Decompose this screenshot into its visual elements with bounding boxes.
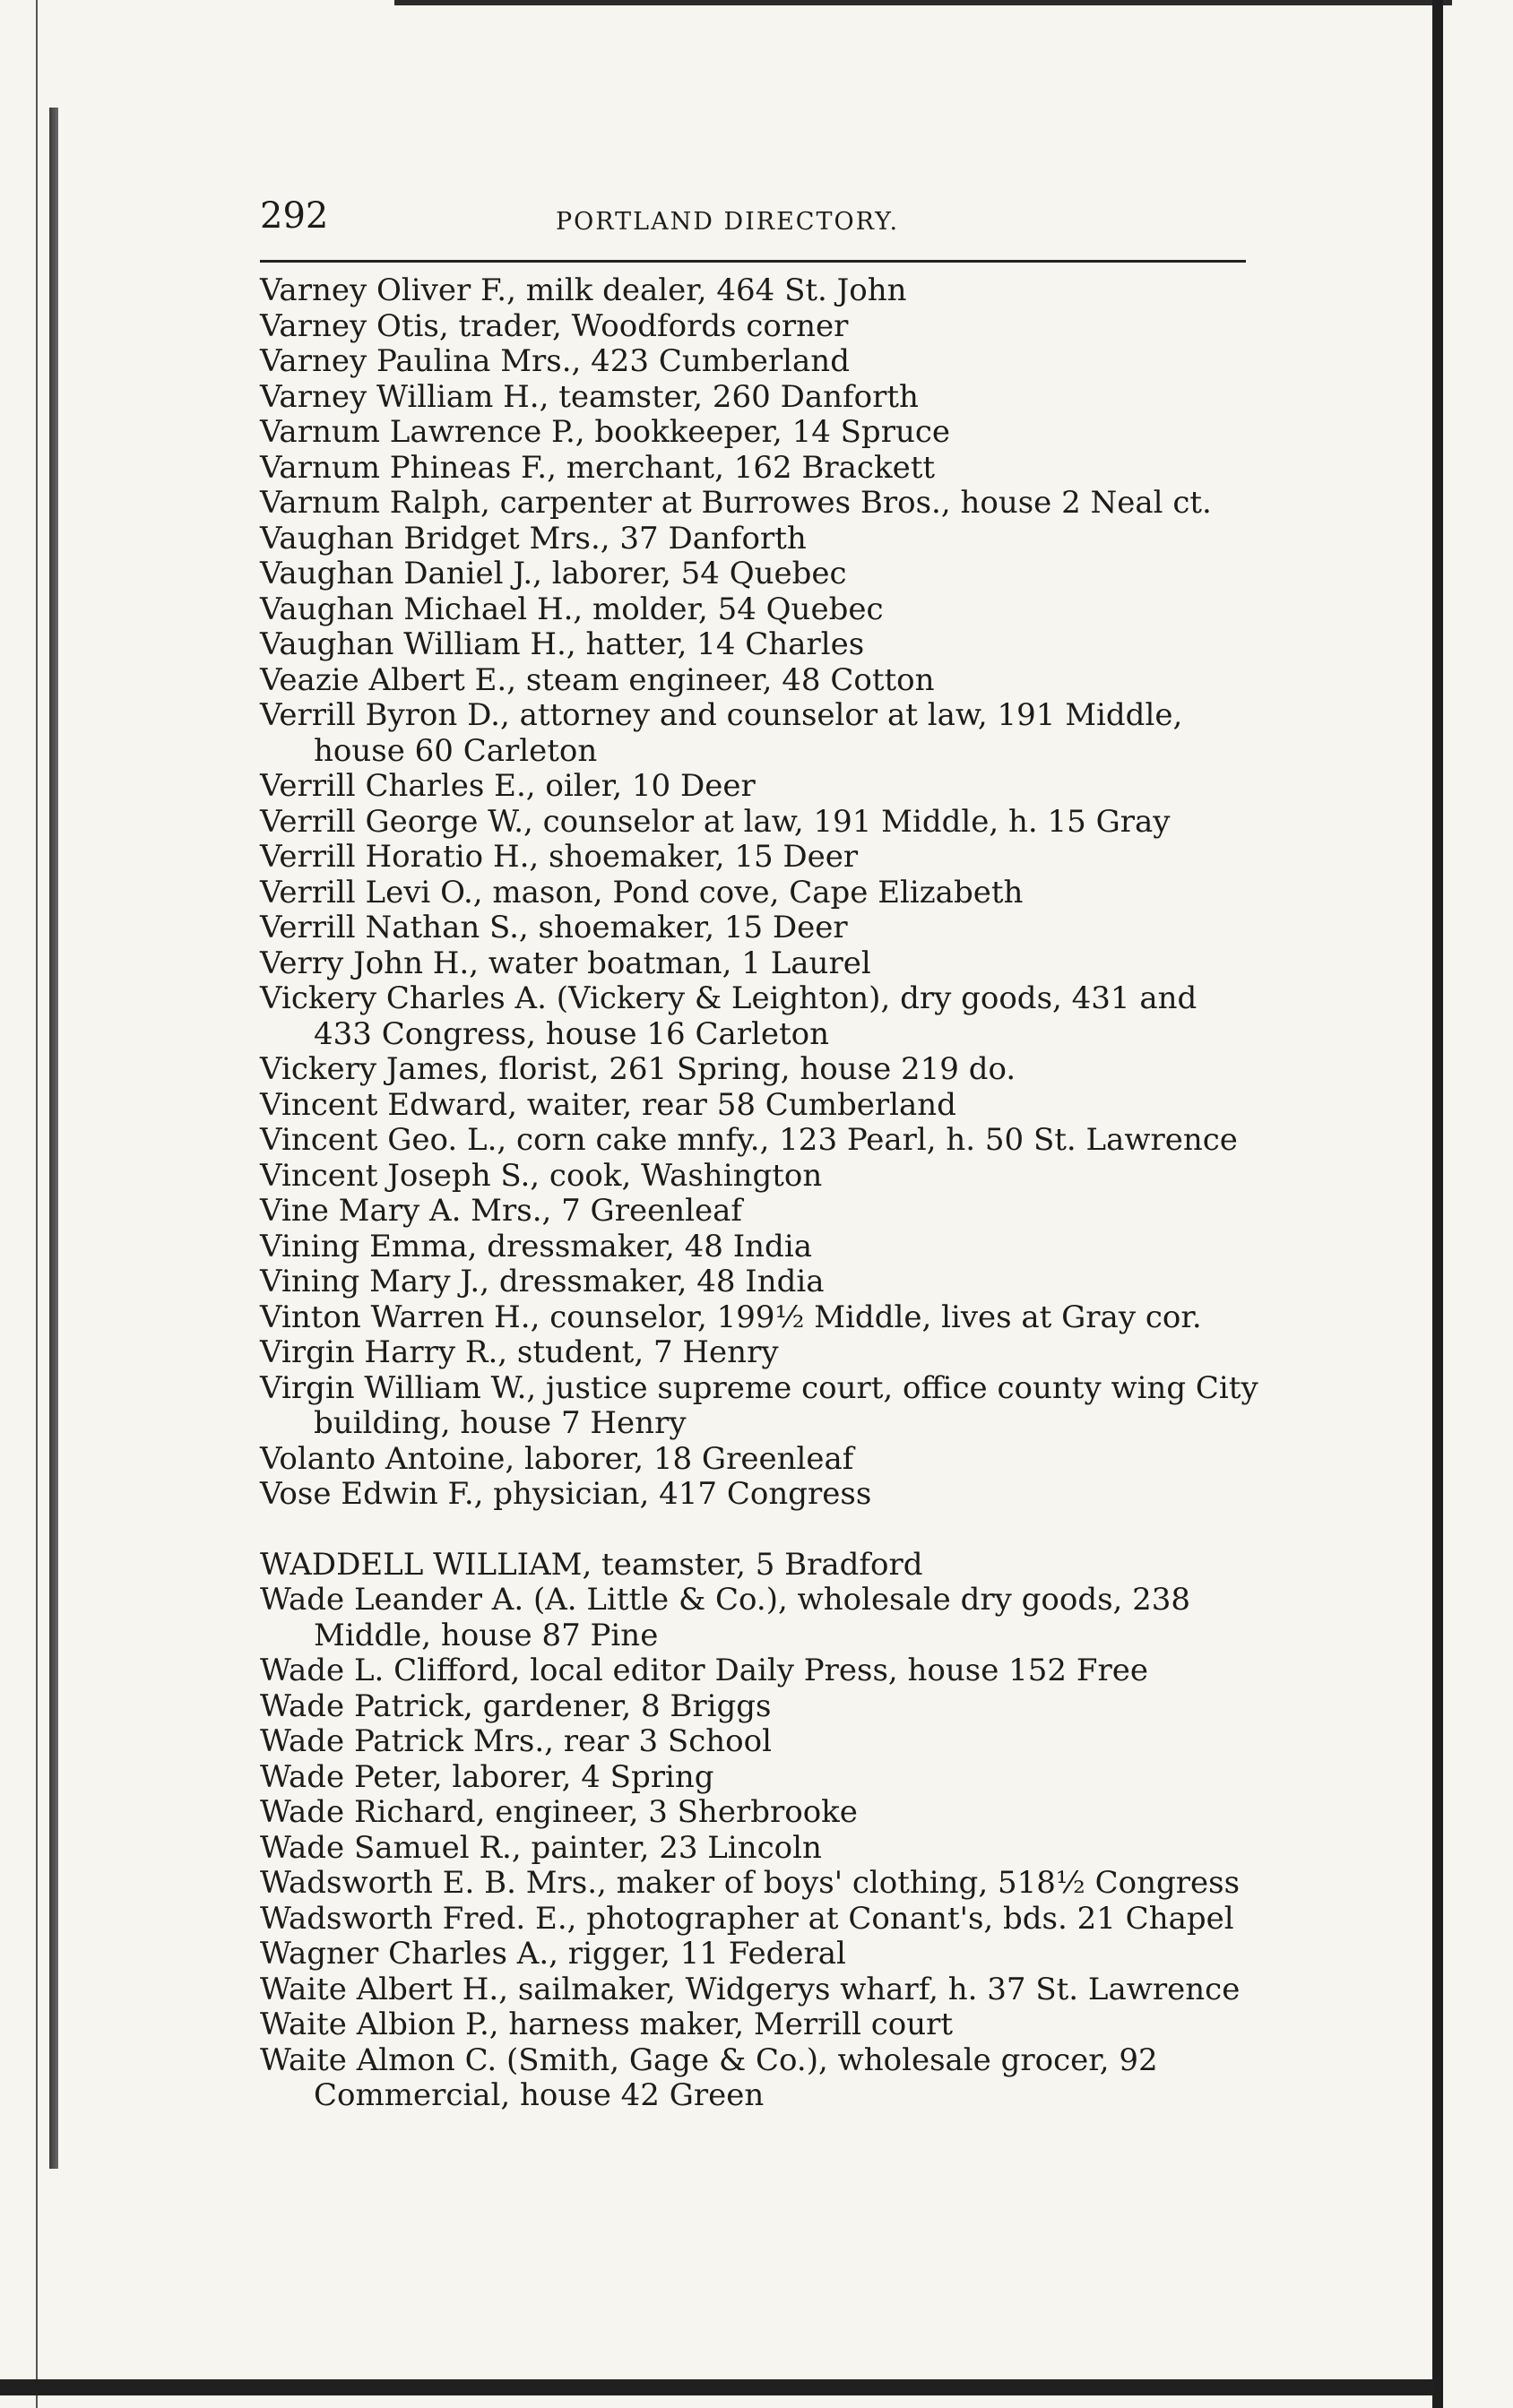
list-item: Wadsworth Fred. E., photographer at Conant's, bds. 21 Chapel — [260, 1900, 1234, 1937]
list-item: Vincent Joseph S., cook, Washington — [260, 1157, 823, 1194]
entries-v-section — [260, 273, 1264, 1513]
list-item: Virgin William W., justice supreme court, office county wing City building, house 7 Henry — [260, 1369, 1258, 1441]
list-item: Vose Edwin F., physician, 417 Congress — [260, 1476, 872, 1512]
list-item: Verrill Levi O., mason, Pond cove, Cape Elizabeth — [260, 874, 1024, 911]
list-item: Virgin Harry R., student, 7 Henry — [260, 1334, 779, 1370]
list-item: Waite Albion P., harness maker, Merrill court — [260, 2007, 954, 2042]
list-item: Vining Emma, dressmaker, 48 India — [260, 1228, 812, 1264]
list-item: Verry John H., water boatman, 1 Laurel — [260, 945, 871, 981]
scan-right-edge — [1432, 0, 1443, 2408]
scan-bottom-edge — [0, 2379, 1434, 2395]
list-item: Wade Peter, laborer, 4 Spring — [260, 1758, 714, 1795]
list-item: Wade Patrick Mrs., rear 3 School — [260, 1723, 772, 1759]
list-item: Wagner Charles A., rigger, 11 Federal — [260, 1936, 846, 1972]
list-item: Verrill Byron D., attorney and counselor at law, 191 Middle, house 60 Carleton — [260, 697, 1183, 769]
list-item: Varney Paulina Mrs., 423 Cumberland — [260, 343, 850, 379]
scan-top-edge — [394, 0, 1452, 5]
list-item: Wadsworth E. B. Mrs., maker of boys' clothing, 518½ Congress — [260, 1865, 1241, 1901]
list-item: Wade L. Clifford, local editor Daily Press, house 152 Free — [260, 1653, 1148, 1688]
list-item: Vickery James, florist, 261 Spring, house 219 do. — [260, 1051, 1016, 1087]
list-item: Wade Patrick, gardener, 8 Briggs — [260, 1687, 772, 1724]
list-item: Varney William H., teamster, 260 Danforth — [260, 378, 919, 415]
scan-left-edge-line — [36, 0, 38, 2408]
list-item: Veazie Albert E., steam engineer, 48 Cotton — [260, 661, 935, 698]
list-item: Wade Richard, engineer, 3 Sherbrooke — [260, 1794, 858, 1830]
page-number: 292 — [260, 195, 329, 237]
list-item: WADDELL WILLIAM, teamster, 5 Bradford — [260, 1546, 923, 1583]
list-item: Waite Albert H., sailmaker, Widgerys wharf, h. 37 St. Lawrence — [260, 1971, 1241, 2007]
list-item: Varnum Phineas F., merchant, 162 Brackett — [260, 449, 936, 486]
list-item: Vincent Geo. L., corn cake mnfy., 123 Pearl, h. 50 St. Lawrence — [260, 1122, 1238, 1158]
list-item: Vincent Edward, waiter, rear 58 Cumberland — [260, 1086, 956, 1123]
scan-left-binding-shadow — [49, 108, 58, 2169]
list-item: Waite Almon C. (Smith, Gage & Co.), wholesale grocer, 92 Commercial, house 42 Green — [260, 2041, 1158, 2113]
list-item: Volanto Antoine, laborer, 18 Greenleaf — [260, 1440, 854, 1477]
list-item: Vaughan Bridget Mrs., 37 Danforth — [260, 520, 807, 557]
list-item: Vine Mary A. Mrs., 7 Greenleaf — [260, 1193, 742, 1229]
entries-w-section — [260, 1548, 1264, 2114]
list-item: Vaughan Michael H., molder, 54 Quebec — [260, 591, 884, 627]
list-item: Wade Samuel R., painter, 23 Lincoln — [260, 1829, 822, 1866]
running-title: PORTLAND DIRECTORY. — [556, 208, 900, 236]
list-item: Varnum Ralph, carpenter at Burrowes Bros., house 2 Neal ct. — [260, 485, 1212, 521]
list-item: Varnum Lawrence P., bookkeeper, 14 Spruce — [260, 414, 951, 450]
directory-entries — [260, 273, 1264, 2114]
list-item: Verrill Horatio H., shoemaker, 15 Deer — [260, 839, 859, 875]
list-item: Verrill Charles E., oiler, 10 Deer — [260, 768, 756, 804]
list-item: Wade Leander A. (A. Little & Co.), wholesale dry goods, 238 Middle, house 87 Pine — [260, 1582, 1191, 1653]
list-item: Vinton Warren H., counselor, 199½ Middle, lives at Gray cor. — [260, 1299, 1202, 1335]
list-item: Vaughan Daniel J., laborer, 54 Quebec — [260, 556, 847, 591]
header-rule — [260, 260, 1246, 263]
section-gap — [260, 1513, 1264, 1548]
list-item: Vickery Charles A. (Vickery & Leighton), dry goods, 431 and 433 Congress, house 16 Carleton — [260, 980, 1197, 1052]
list-item: Varney Oliver F., milk dealer, 464 St. John — [260, 272, 907, 308]
list-item: Verrill Nathan S., shoemaker, 15 Deer — [260, 910, 848, 945]
page-header — [260, 188, 1246, 251]
list-item: Varney Otis, trader, Woodfords corner — [260, 307, 849, 344]
list-item: Vining Mary J., dressmaker, 48 India — [260, 1264, 825, 1299]
list-item: Verrill George W., counselor at law, 191 Middle, h. 15 Gray — [260, 803, 1171, 840]
list-item: Vaughan William H., hatter, 14 Charles — [260, 626, 865, 662]
